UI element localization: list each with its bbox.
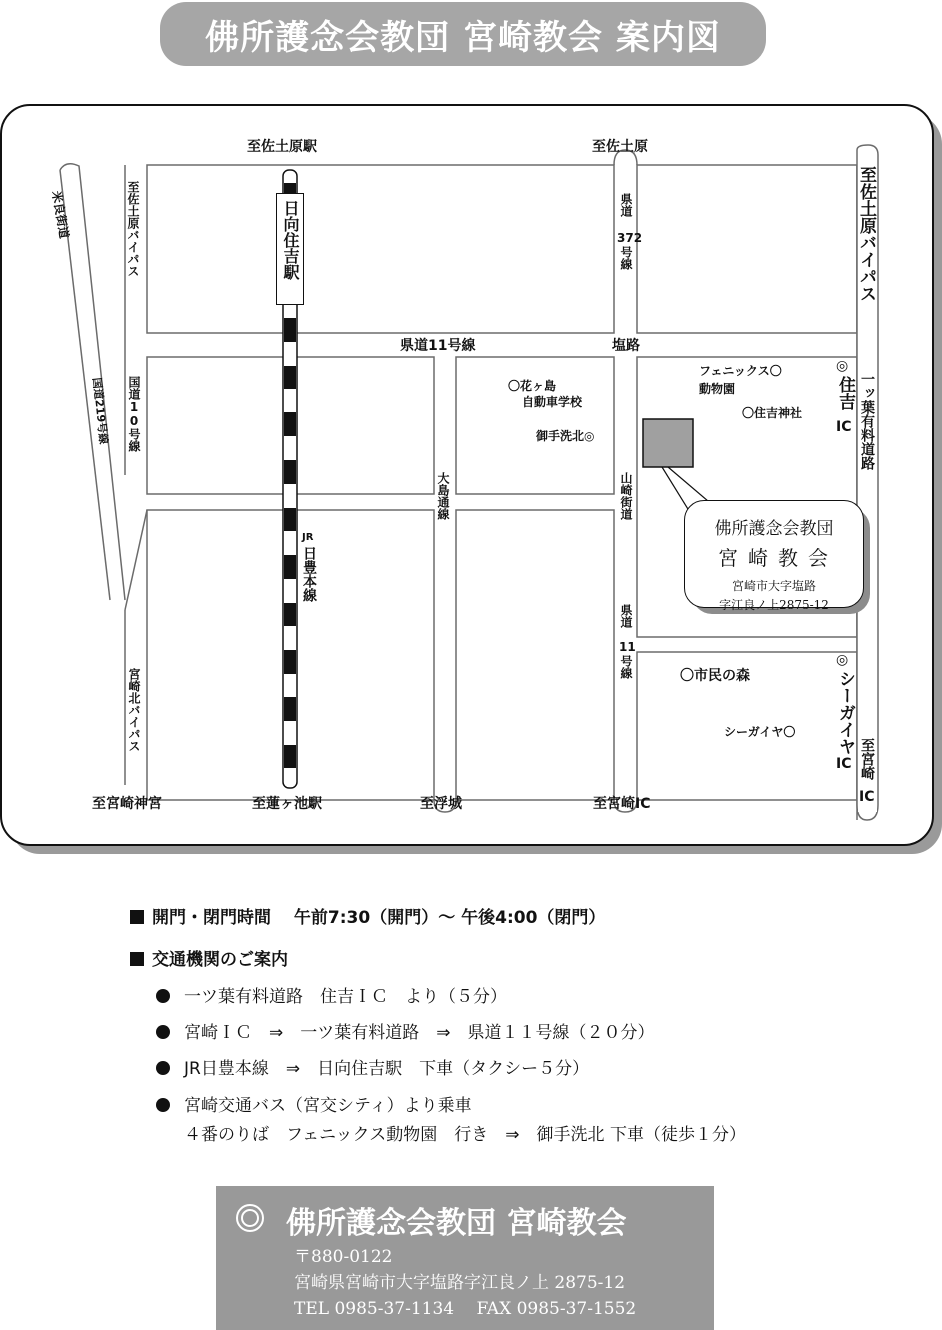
label-jr: JR [302,532,314,543]
label-phoenix-zoo: フェニックス〇 [699,364,782,378]
callout-address-1: 宮崎市大字塩路 [731,579,816,593]
footer-tel-fax: TEL 0985-37-1134 FAX 0985-37-1552 [294,1299,637,1319]
label-prefectural-372-num: 372 [617,231,643,245]
callout-church: 宮崎教会 [718,546,838,570]
label-to-ukijo: 至浮城 [420,796,462,812]
railway-tie [284,366,296,389]
label-miyazaki-kita-bypass: 宮崎北バイパス [127,668,141,752]
bullet-icon [156,989,170,1003]
route-item: 宮崎交通バス（宮交シティ）より乗車 [156,1091,472,1116]
transport-heading: 交通機関のご案内 [130,945,288,970]
label-national-10: 国道10号線 [127,376,141,452]
route-item: 一ツ葉有料道路 住吉ＩＣ より（５分） [156,982,507,1007]
label-yamasaki-kaido: 山崎街道 [619,472,633,520]
gate-hours: 開門・閉門時間 午前7:30（開門）～ 午後4:00（閉門） [130,903,605,928]
bullet-icon [156,1025,170,1039]
square-bullet-icon [130,952,144,966]
callout-address-2: 字江良ノ上2875-12 [719,598,829,612]
footer-org-name: 佛所護念会教団 宮崎教会 [286,1206,627,1241]
bypass-connector [125,510,147,610]
road-block-bottom-center [456,510,614,800]
road-block-top-left [147,165,614,333]
square-bullet-icon [130,910,144,924]
label-hitotsuba-toll: 一ッ葉有料道路 [859,372,875,470]
footer-address: 宮崎県宮崎市大字塩路字江良ノ上 2875-12 [294,1273,626,1293]
org-logo-icon [236,1204,264,1232]
hyuga-sumiyoshi-station: 日向住吉駅 [276,193,304,305]
label-hanagashima-2: 自動車学校 [522,395,583,409]
route-item: 宮崎ＩＣ ⇒ 一ツ葉有料道路 ⇒ 県道１１号線（２０分） [156,1018,655,1043]
footer-postal: 〒880-0122 [294,1247,393,1267]
railway-tie [284,460,296,484]
railway-tie [284,412,296,436]
railway-tie [284,318,296,342]
label-prefectural-372-a: 県道 [619,193,633,217]
label-sumiyoshi-shrine: 〇住吉神社 [742,406,803,420]
label-sumiyoshi-ic: 住吉 [835,376,855,410]
label-to-hasugaike: 至蓮ヶ池駅 [252,796,322,812]
footer-contact [216,1186,714,1330]
railway-tie [284,697,296,721]
label-to-miyazaki-ic-right-ic: IC [859,789,875,805]
road-block-mid-center [456,357,614,494]
church-building-marker [643,419,693,467]
callout-org: 佛所護念会教団 [714,519,834,539]
label-pref11-v-b: 号線 [619,655,633,679]
railway-tie [284,745,296,768]
label-seagaia-ic-ic: IC [836,756,852,772]
label-jr-nippo-line: 日豊本線 [301,546,317,602]
label-to-sadowara-station: 至佐土原駅 [247,139,317,155]
route-item-continued: ４番のりば フェニックス動物園 行き ⇒ 御手洗北 下車（徒歩１分） [184,1125,746,1145]
label-sumiyoshi-ic-ic: IC [836,419,852,435]
label-to-miyazaki-ic: 至宮崎IC [593,796,651,812]
route-item: JR日豊本線 ⇒ 日向住吉駅 下車（タクシー５分） [156,1054,589,1079]
label-national-219: 国道219号線 [90,376,110,445]
label-hanagashima: 〇花ヶ島 [508,379,557,393]
bullet-icon [156,1061,170,1075]
label-to-miyazaki-ic-right: 至宮崎 [859,738,875,780]
railway-tie [284,508,296,531]
label-sadowara-bypass-right: 至佐土原バイパス [856,166,876,302]
label-mitarai-kita: 御手洗北◎ [536,429,595,443]
label-seagaia: シーガイヤ〇 [724,725,796,739]
road-block-top-right [637,165,857,333]
label-shimin-no-mori: 〇市民の森 [680,668,750,684]
page-title: 佛所護念会教団 宮崎教会 案内図 [160,2,766,66]
railway-tie [284,555,296,579]
church-callout [684,500,864,612]
label-prefectural-372-b: 号線 [619,246,633,270]
label-pref11-v-num: 11 [619,640,636,654]
label-yonera-kaido: 米良街道 [49,189,72,240]
label-phoenix-zoo-2: 動物園 [699,382,736,396]
label-pref11-v-a: 県道 [619,604,633,628]
bullet-icon [156,1098,170,1112]
label-shioji: 塩路 [612,338,640,354]
seagaia-ic-icon: ◎ [836,652,849,668]
label-to-miyazaki-jingu: 至宮崎神宮 [92,796,162,812]
railway-tie [284,650,296,674]
label-prefectural-11: 県道11号線 [400,338,476,354]
label-oshima-dori: 大島通線 [436,472,450,520]
railway-tie [284,183,296,193]
railway-tie [284,603,296,626]
label-sadowara-bypass-left: 至佐土原バイパス [126,181,140,277]
sumiyoshi-ic-icon: ◎ [836,358,849,374]
label-seagaia-ic: シーガイヤ [835,670,855,755]
label-to-sadowara: 至佐土原 [592,139,648,155]
